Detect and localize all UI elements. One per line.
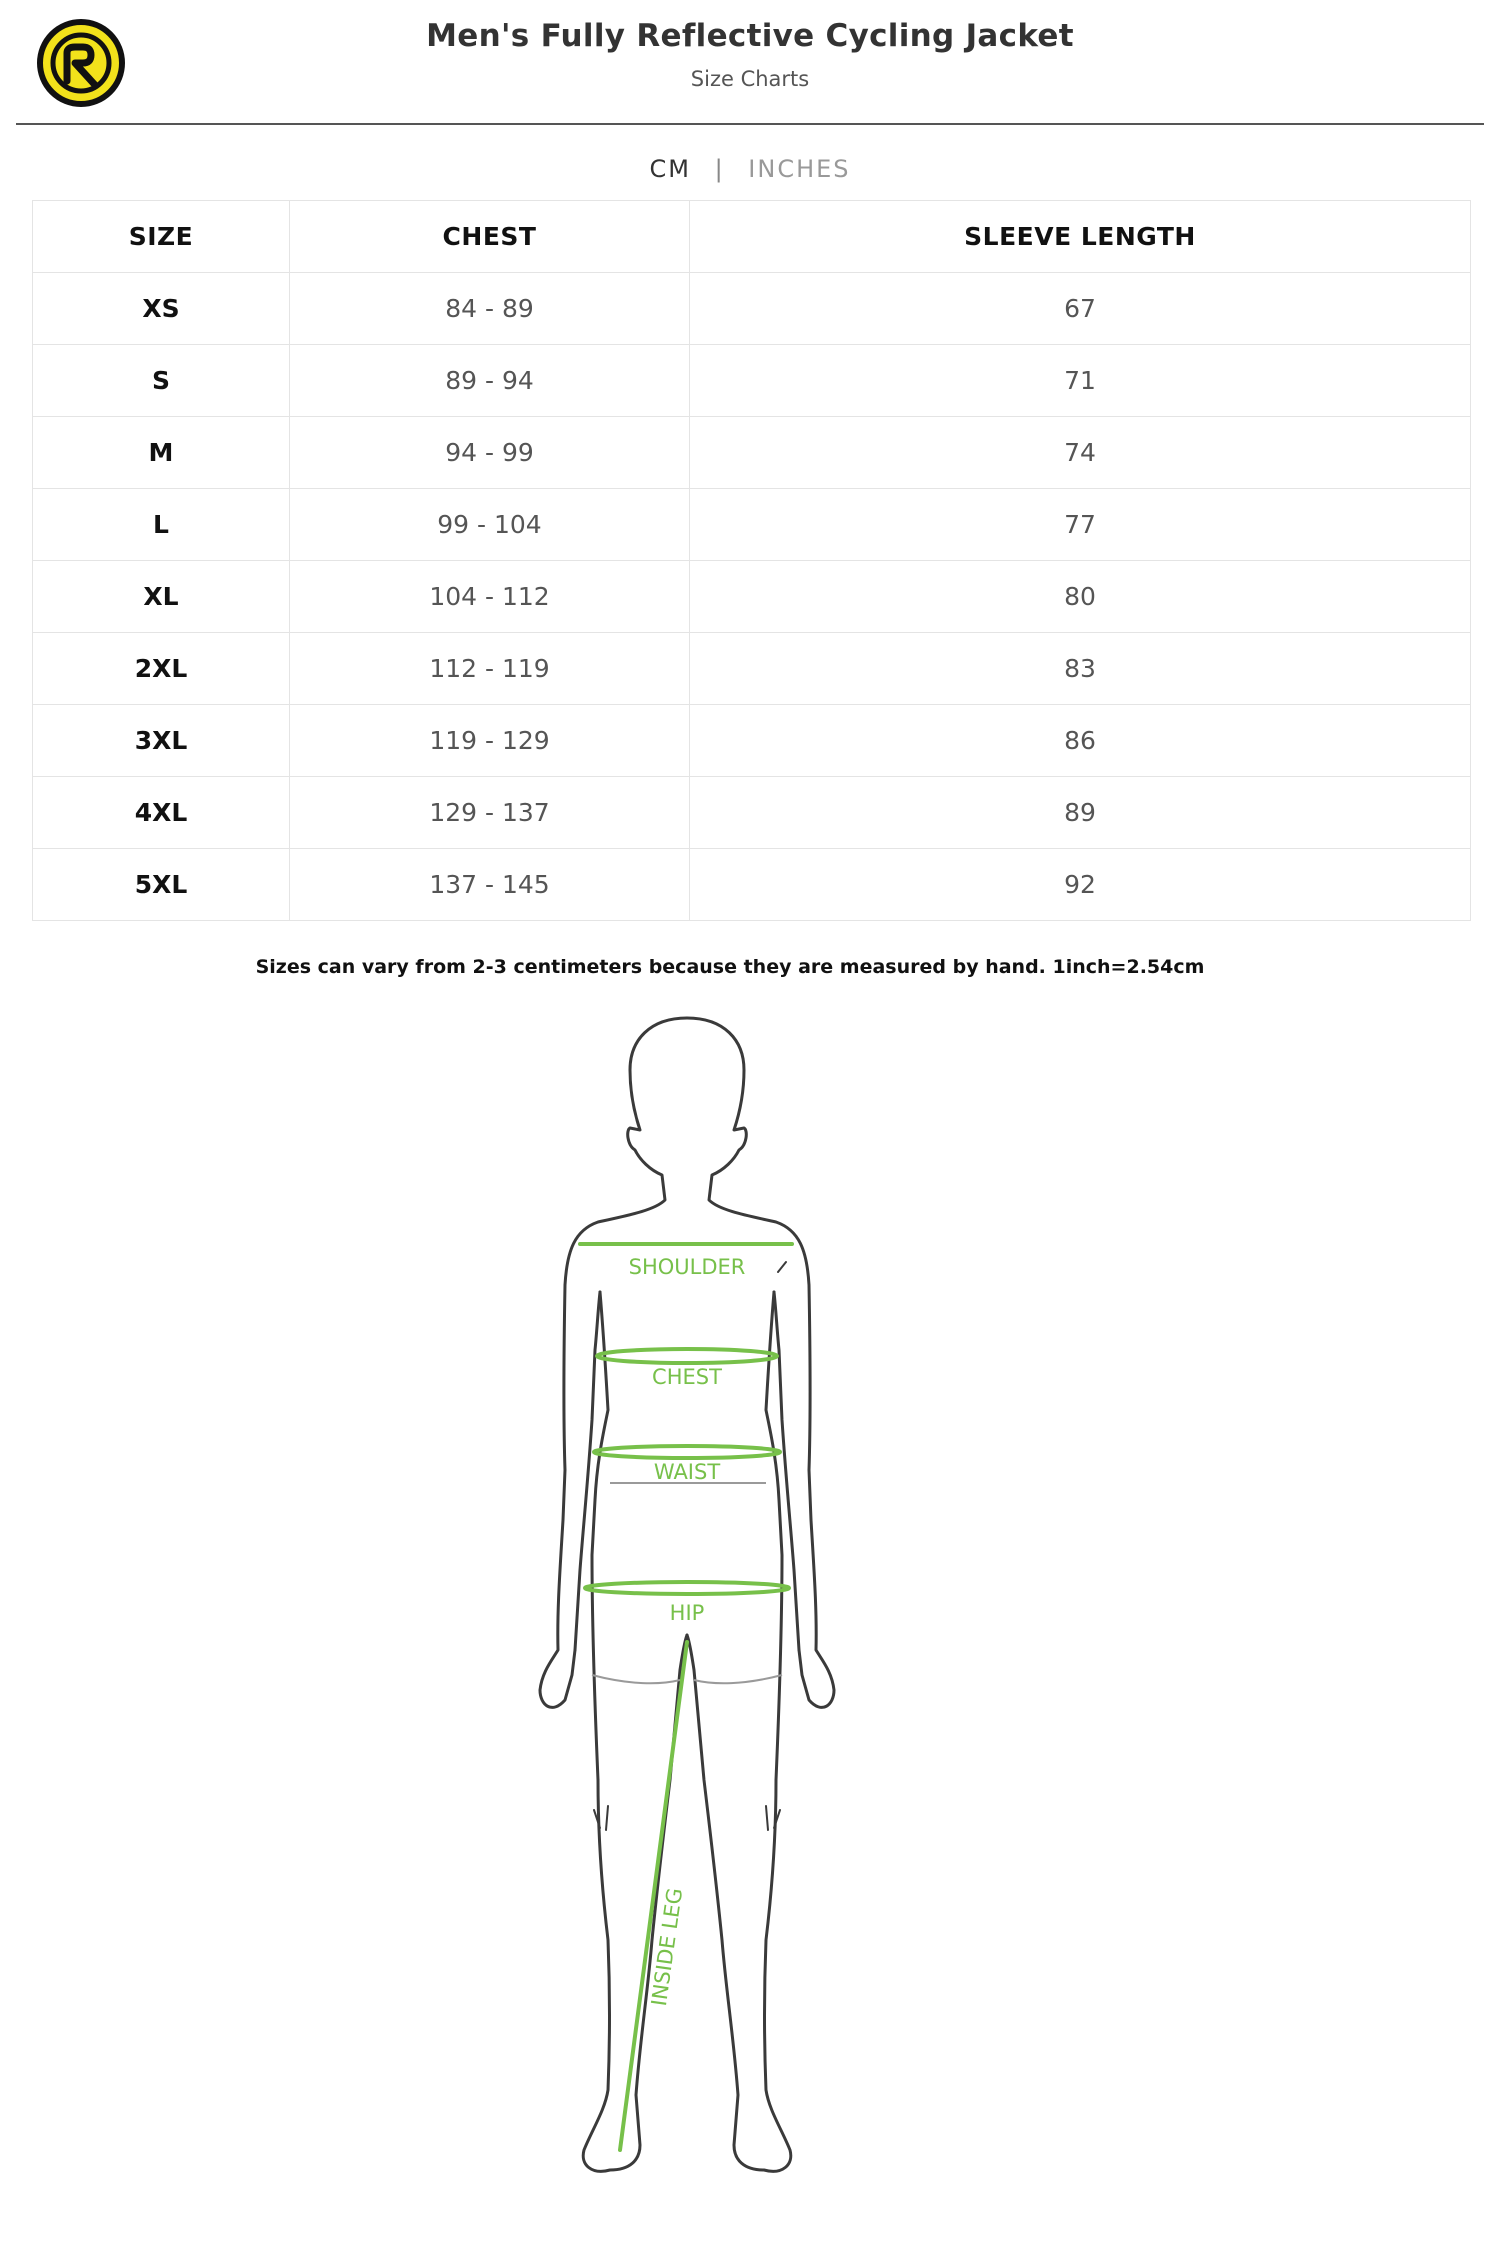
size-cell: 3XL xyxy=(33,705,290,777)
sleeve-cell: 67 xyxy=(690,273,1471,345)
sleeve-cell: 80 xyxy=(690,561,1471,633)
header-divider xyxy=(16,123,1484,125)
table-row xyxy=(33,489,1471,561)
shoulder-label: SHOULDER xyxy=(628,1255,746,1279)
table-header-row xyxy=(33,201,1471,273)
size-cell: S xyxy=(33,345,290,417)
table-row xyxy=(33,345,1471,417)
column-header-size: SIZE xyxy=(33,201,290,273)
size-chart-table xyxy=(32,200,1471,921)
chest-cell: 104 - 112 xyxy=(290,561,690,633)
body-measurement-figure xyxy=(480,1010,900,2200)
column-header-chest: CHEST xyxy=(290,201,690,273)
chest-cell: 129 - 137 xyxy=(290,777,690,849)
chest-measure-line xyxy=(597,1349,777,1363)
size-cell: M xyxy=(33,417,290,489)
sleeve-cell: 89 xyxy=(690,777,1471,849)
chest-label: CHEST xyxy=(652,1365,722,1389)
table-row xyxy=(33,777,1471,849)
sleeve-cell: 83 xyxy=(690,633,1471,705)
waist-measure-line xyxy=(594,1446,780,1458)
measurement-note: Sizes can vary from 2-3 centimeters because they are measured by hand. 1inch=2.54cm xyxy=(255,956,1205,978)
chest-cell: 119 - 129 xyxy=(290,705,690,777)
sleeve-cell: 74 xyxy=(690,417,1471,489)
unit-separator: | xyxy=(714,155,725,183)
chest-cell: 99 - 104 xyxy=(290,489,690,561)
size-cell: XS xyxy=(33,273,290,345)
table-row xyxy=(33,849,1471,921)
sleeve-cell: 77 xyxy=(690,489,1471,561)
table-row xyxy=(33,417,1471,489)
table-row xyxy=(33,273,1471,345)
hip-label: HIP xyxy=(669,1601,705,1625)
size-cell: 2XL xyxy=(33,633,290,705)
tab-inches[interactable]: INCHES xyxy=(748,155,851,183)
size-cell: L xyxy=(33,489,290,561)
sleeve-cell: 86 xyxy=(690,705,1471,777)
column-header-sleeve-length: SLEEVE LENGTH xyxy=(690,201,1471,273)
page-title: Men's Fully Reflective Cycling Jacket xyxy=(426,18,1074,54)
sleeve-cell: 92 xyxy=(690,849,1471,921)
page-subtitle: Size Charts xyxy=(690,67,810,91)
tab-cm[interactable]: CM xyxy=(649,155,691,183)
table-row xyxy=(33,705,1471,777)
unit-toggle xyxy=(0,155,1500,183)
chest-cell: 94 - 99 xyxy=(290,417,690,489)
chest-cell: 137 - 145 xyxy=(290,849,690,921)
chest-cell: 89 - 94 xyxy=(290,345,690,417)
sleeve-cell: 71 xyxy=(690,345,1471,417)
size-cell: 4XL xyxy=(33,777,290,849)
chest-cell: 112 - 119 xyxy=(290,633,690,705)
size-cell: 5XL xyxy=(33,849,290,921)
chest-cell: 84 - 89 xyxy=(290,273,690,345)
size-cell: XL xyxy=(33,561,290,633)
inside-leg-label: INSIDE LEG xyxy=(646,1886,688,2008)
table-row xyxy=(33,633,1471,705)
hip-measure-line xyxy=(585,1582,789,1594)
table-row xyxy=(33,561,1471,633)
waist-label: WAIST xyxy=(653,1460,721,1484)
